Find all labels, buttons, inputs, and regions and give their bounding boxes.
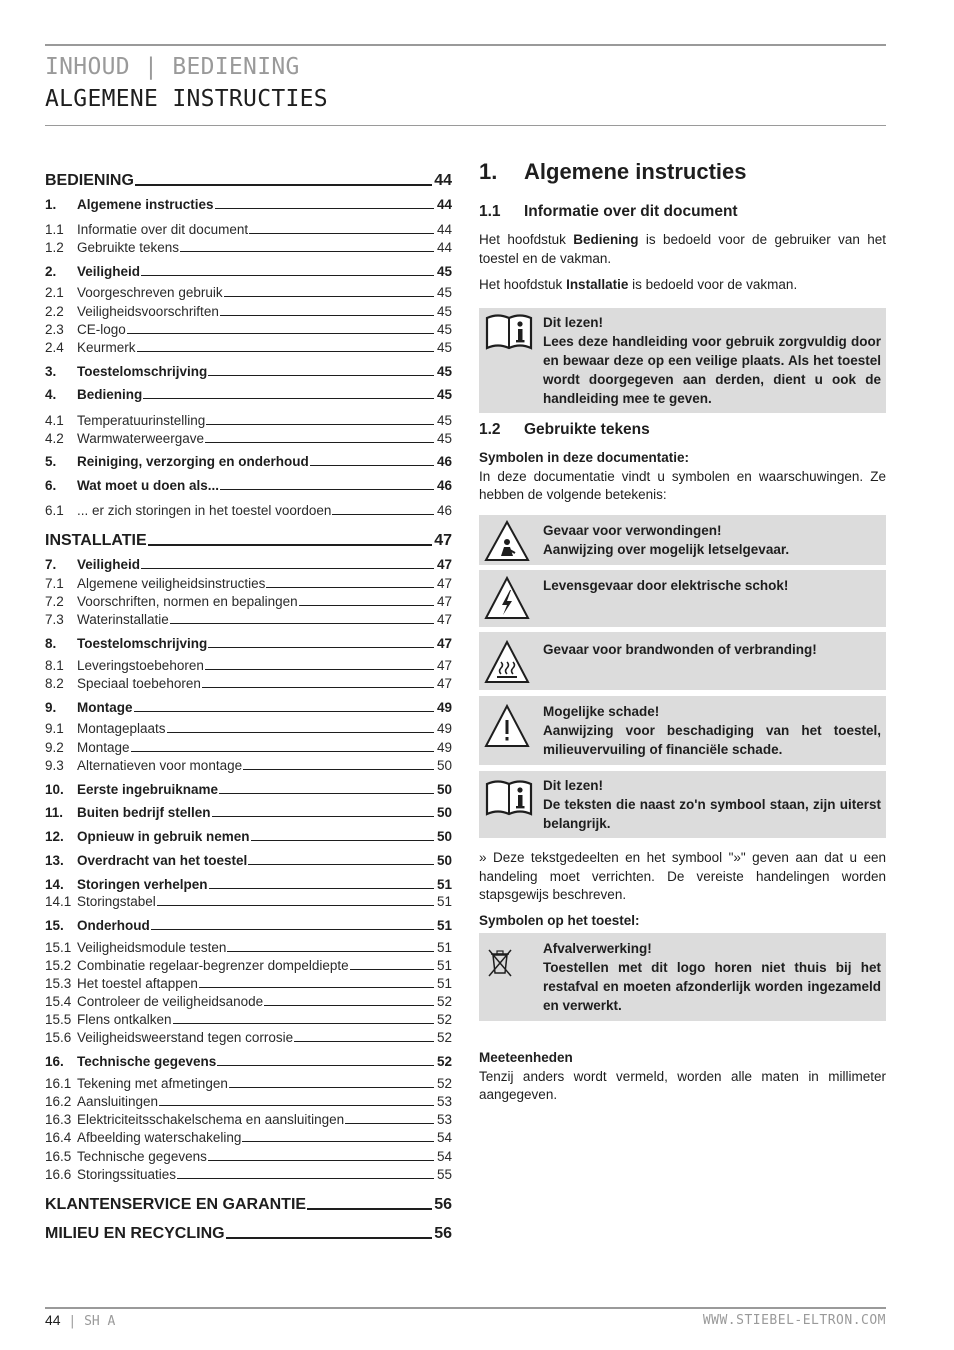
toc-title: Combinatie regelaar-begrenzer dompeldiepte	[77, 958, 349, 973]
toc-page: 45	[436, 387, 452, 402]
toc-number: 14.	[45, 877, 64, 892]
toc-page: 45	[436, 413, 452, 428]
toc-title: Aansluitingen	[77, 1094, 159, 1109]
toc-leader	[248, 863, 434, 865]
toc-number: 12.	[45, 829, 64, 844]
toc-page: 51	[436, 918, 452, 933]
toc-title: Voorschriften, normen en bepalingen	[77, 594, 298, 609]
subsection-heading-2: 1.2 Gebruikte tekens	[479, 421, 650, 438]
toc-leader	[141, 567, 434, 569]
toc-title: INSTALLATIE	[45, 532, 147, 549]
toc-title: Montageplaats	[77, 721, 166, 736]
toc-leader	[226, 1236, 433, 1239]
toc-entry[interactable]	[45, 172, 452, 190]
toc-page: 52	[436, 1054, 452, 1069]
toc-title: Technische gegevens	[77, 1054, 217, 1069]
toc-leader	[199, 986, 434, 988]
toc-entry[interactable]	[45, 322, 452, 337]
toc-entry[interactable]	[45, 805, 452, 820]
toc-title: Controleer de veiligheidsanode	[77, 994, 264, 1009]
shock-warning-box: Levensgevaar door elektrische schok!	[479, 570, 886, 627]
toc-leader	[208, 374, 434, 376]
toc-number: 9.3	[45, 758, 64, 773]
toc-title: Informatie over dit document	[77, 222, 249, 237]
toc-page: 56	[434, 1196, 452, 1213]
toc-leader	[167, 731, 434, 733]
toc-entry[interactable]	[45, 940, 452, 955]
toc-number: 14.1	[45, 894, 72, 909]
toc-entry[interactable]	[45, 532, 452, 550]
header-line-2: ALGEMENE INSTRUCTIES	[45, 86, 328, 112]
toc-leader	[249, 232, 434, 234]
toc-page: 51	[436, 940, 452, 955]
toc-entry[interactable]	[45, 721, 452, 736]
toc-number: 16.2	[45, 1094, 72, 1109]
toc-entry[interactable]	[45, 958, 452, 973]
toc-page: 51	[436, 894, 452, 909]
toc-leader	[307, 1207, 432, 1210]
toc-leader	[310, 464, 434, 466]
toc-leader	[215, 207, 434, 209]
toc-page: 46	[436, 454, 452, 469]
toc-title: Veiligheid	[77, 264, 141, 279]
toc-entry[interactable]	[45, 1012, 452, 1027]
toc-entry[interactable]	[45, 877, 452, 892]
toc-number: 15.1	[45, 940, 72, 955]
toc-entry[interactable]	[45, 740, 452, 755]
toc-leader	[209, 887, 434, 889]
toc-page: 49	[436, 721, 452, 736]
toc-number: 3.	[45, 364, 57, 379]
toc-entry[interactable]	[45, 1167, 452, 1182]
toc-entry[interactable]	[45, 222, 452, 237]
toc-number: 9.1	[45, 721, 64, 736]
note-body: Lees deze handleiding voor gebruik zorgvuldig door en bewaar deze op een veilige plaats. Als het toestel wordt doorgegeven aan derden, dient u ook de handleiding mee te geven.	[543, 334, 881, 406]
toc-number: 1.1	[45, 222, 64, 237]
toc-number: 16.	[45, 1054, 64, 1069]
footer-rule	[45, 1307, 886, 1309]
toc-page: 56	[434, 1225, 452, 1242]
toc-entry[interactable]	[45, 1054, 452, 1069]
note-title: Dit lezen!	[543, 315, 604, 330]
toc-entry[interactable]	[45, 557, 452, 572]
toc-leader	[131, 750, 434, 752]
toc-number: 15.4	[45, 994, 72, 1009]
toc-title: ... er zich storingen in het toestel voordoen	[77, 503, 332, 518]
toc-page: 50	[436, 782, 452, 797]
toc-leader	[264, 1004, 434, 1006]
read-important-box: Dit lezen! De teksten die naast zo'n symbool staan, zijn uiterst belangrijk.	[479, 771, 886, 838]
toc-entry[interactable]	[45, 478, 452, 493]
toc-leader	[170, 622, 434, 624]
toc-entry[interactable]	[45, 197, 452, 212]
toc-number: 2.4	[45, 340, 64, 355]
toc-number: 7.1	[45, 576, 64, 591]
toc-page: 47	[436, 594, 452, 609]
waste-disposal-box: Afvalverwerking! Toestellen met dit logo horen niet thuis bij het restafval en moeten afzonderlijk worden ingezameld en verwerkt.	[479, 933, 886, 1021]
toc-number: 4.1	[45, 413, 64, 428]
toc-number: 10.	[45, 782, 64, 797]
toc-leader	[143, 397, 434, 399]
toc-title: Keurmerk	[77, 340, 136, 355]
toc-entry[interactable]	[45, 853, 452, 868]
exclamation-warning-icon	[484, 704, 530, 754]
toc-title: Storingstabel	[77, 894, 156, 909]
toc-entry[interactable]	[45, 454, 452, 469]
toc-number: 2.2	[45, 304, 64, 319]
toc-title: Montage	[77, 740, 130, 755]
toc-number: 15.3	[45, 976, 72, 991]
toc-title: Algemene instructies	[77, 197, 214, 212]
header-line-1: INHOUD | BEDIENING	[45, 54, 300, 80]
toc-page: 52	[436, 1030, 452, 1045]
toc-entry[interactable]	[45, 1076, 452, 1091]
toc-entry[interactable]	[45, 676, 452, 691]
toc-title: Waterinstallatie	[77, 612, 169, 627]
toc-page: 50	[436, 805, 452, 820]
toc-number: 16.5	[45, 1149, 72, 1164]
toc-title: Storingssituaties	[77, 1167, 177, 1182]
toc-number: 4.	[45, 387, 57, 402]
toc-title: Temperatuurinstelling	[77, 413, 206, 428]
toc-entry[interactable]	[45, 1196, 452, 1214]
toc-leader	[242, 1140, 434, 1142]
toc-entry[interactable]	[45, 364, 452, 379]
toc-page: 54	[436, 1130, 452, 1145]
page-number: 44	[45, 1312, 61, 1328]
toc-page: 51	[436, 976, 452, 991]
toc-page: 45	[436, 431, 452, 446]
toc-title: Veiligheidsvoorschriften	[77, 304, 219, 319]
toc-title: Overdracht van het toestel	[77, 853, 248, 868]
toc-entry[interactable]	[45, 829, 452, 844]
toc-page: 47	[436, 576, 452, 591]
toc-page: 45	[436, 322, 452, 337]
toc-entry[interactable]	[45, 658, 452, 673]
toc-number: 16.1	[45, 1076, 72, 1091]
toc-leader	[177, 1177, 434, 1179]
injury-warning-box: Gevaar voor verwondingen! Aanwijzing over mogelijk letselgevaar.	[479, 515, 886, 565]
toc-title: Toestelomschrijving	[77, 364, 208, 379]
electric-shock-icon	[484, 576, 530, 626]
toc-number: 15.	[45, 918, 64, 933]
toc-number: 15.6	[45, 1030, 72, 1045]
toc-number: 7.	[45, 557, 57, 572]
toc-number: 8.	[45, 636, 57, 651]
toc-entry[interactable]	[45, 1030, 452, 1045]
subsection-heading-1	[479, 203, 738, 222]
toc-title: CE-logo	[77, 322, 126, 337]
toc-page: 52	[436, 1076, 452, 1091]
burn-warning-box: Gevaar voor brandwonden of verbranding!	[479, 632, 886, 690]
toc-leader	[227, 950, 434, 952]
toc-title: Toestelomschrijving	[77, 636, 208, 651]
toc-page: 54	[436, 1149, 452, 1164]
toc-page: 44	[436, 222, 452, 237]
toc-title: Flens ontkalken	[77, 1012, 172, 1027]
toc-leader	[159, 1104, 434, 1106]
toc-leader	[173, 1022, 434, 1024]
toc-entry[interactable]	[45, 894, 452, 909]
toc-entry[interactable]	[45, 240, 452, 255]
toc-leader	[332, 513, 434, 515]
toc-entry[interactable]	[45, 594, 452, 609]
toc-page: 51	[436, 877, 452, 892]
toc-page: 47	[436, 636, 452, 651]
toc-entry[interactable]	[45, 758, 452, 773]
section-heading	[479, 159, 747, 184]
footer-url[interactable]: WWW.STIEBEL-ELTRON.COM	[702, 1313, 886, 1328]
toc-title: Elektriciteitsschakelschema en aansluitingen	[77, 1112, 345, 1127]
toc-leader	[135, 183, 432, 186]
toc-title: Het toestel aftappen	[77, 976, 198, 991]
toc-leader	[350, 968, 434, 970]
toc-page: 45	[436, 285, 452, 300]
toc-leader	[345, 1122, 434, 1124]
toc-leader	[217, 1064, 434, 1066]
toc-title: Wat moet u doen als...	[77, 478, 220, 493]
toc-entry[interactable]	[45, 285, 452, 300]
toc-entry[interactable]	[45, 994, 452, 1009]
hot-surface-icon	[484, 640, 530, 690]
toc-page: 49	[436, 740, 452, 755]
toc-title: Warmwaterweergave	[77, 431, 205, 446]
top-rule	[45, 44, 886, 46]
toc-page: 47	[436, 612, 452, 627]
toc-page: 47	[436, 557, 452, 572]
toc-leader	[219, 792, 434, 794]
toc-title: Afbeelding waterschakeling	[77, 1130, 242, 1145]
toc-leader	[157, 904, 434, 906]
toc-page: 51	[436, 958, 452, 973]
toc-page: 45	[436, 364, 452, 379]
symbols-device-heading: Symbolen op het toestel:	[479, 913, 640, 928]
toc-leader	[212, 815, 434, 817]
toc-title: Buiten bedrijf stellen	[77, 805, 211, 820]
book-info-icon-2	[484, 778, 534, 824]
document-code: SH A	[84, 1314, 116, 1329]
toc-page: 47	[434, 532, 452, 549]
toc-title: Opnieuw in gebruik nemen	[77, 829, 250, 844]
section-title: Algemene instructies	[524, 159, 747, 184]
section-number: 1.	[479, 159, 498, 184]
toc-leader	[220, 488, 434, 490]
toc-page: 50	[436, 853, 452, 868]
crossed-bin-icon	[485, 947, 515, 985]
toc-number: 13.	[45, 853, 64, 868]
toc-page: 55	[436, 1167, 452, 1182]
toc-page: 47	[436, 658, 452, 673]
toc-page: 45	[436, 304, 452, 319]
toc-leader	[224, 295, 434, 297]
toc-title: Reiniging, verzorging en onderhoud	[77, 454, 309, 469]
toc-title: Eerste ingebruikname	[77, 782, 219, 797]
toc-number: 16.6	[45, 1167, 72, 1182]
toc-page: 45	[436, 264, 452, 279]
subsection-number: 1.1	[479, 203, 501, 220]
toc-leader	[151, 928, 434, 930]
toc-entry[interactable]	[45, 612, 452, 627]
toc-title: Veiligheidsmodule testen	[77, 940, 227, 955]
toc-title: Veiligheidsweerstand tegen corrosie	[77, 1030, 294, 1045]
toc-leader	[243, 768, 434, 770]
toc-page: 44	[436, 197, 452, 212]
toc-entry[interactable]	[45, 413, 452, 428]
toc-entry[interactable]	[45, 264, 452, 279]
units-text: Meeteenheden Tenzij anders wordt vermeld, worden alle maten in millimeter aangegeven.	[479, 1050, 886, 1102]
toc-leader	[294, 1040, 434, 1042]
toc-entry[interactable]	[45, 700, 452, 715]
toc-number: 15.5	[45, 1012, 72, 1027]
toc-entry[interactable]	[45, 1225, 452, 1243]
toc-entry[interactable]	[45, 387, 452, 402]
toc-page: 47	[436, 676, 452, 691]
toc-title: Technische gegevens	[77, 1149, 207, 1164]
toc-number: 9.	[45, 700, 57, 715]
toc-page: 52	[436, 1012, 452, 1027]
toc-leader	[127, 332, 434, 334]
toc-page: 44	[436, 240, 452, 255]
toc-number: 16.4	[45, 1130, 72, 1145]
toc-page: 46	[436, 503, 452, 518]
toc-leader	[266, 586, 434, 588]
toc-number: 16.3	[45, 1112, 72, 1127]
toc-number: 1.2	[45, 240, 64, 255]
toc-leader	[134, 710, 435, 712]
toc-number: 7.3	[45, 612, 64, 627]
toc-entry[interactable]	[45, 1149, 452, 1164]
toc-title: BEDIENING	[45, 172, 134, 189]
toc-leader	[148, 543, 433, 546]
toc-page: 44	[434, 172, 452, 189]
damage-warning-box: Mogelijke schade! Aanwijzing voor beschadiging van het toestel, milieuvervuiling of financiële schade.	[479, 696, 886, 765]
toc-entry[interactable]	[45, 1130, 452, 1145]
toc-number: 2.1	[45, 285, 64, 300]
toc-entry[interactable]	[45, 976, 452, 991]
toc-title: Tekening met afmetingen	[77, 1076, 228, 1091]
toc-leader	[141, 274, 434, 276]
book-info-icon	[484, 312, 534, 358]
toc-entry[interactable]	[45, 304, 452, 319]
toc-entry[interactable]	[45, 431, 452, 446]
toc-title: Onderhoud	[77, 918, 150, 933]
paragraph-bediening: Het hoofdstuk Bediening is bedoeld voor de gebruiker van het toestel en de vakman.	[479, 232, 886, 266]
footer-separator: |	[68, 1314, 77, 1329]
toc-page: 46	[436, 478, 452, 493]
toc-number: 15.2	[45, 958, 72, 973]
toc-number: 2.	[45, 264, 57, 279]
header-rule	[45, 125, 886, 126]
toc-page: 45	[436, 340, 452, 355]
toc-leader	[299, 604, 434, 606]
toc-number: 1.	[45, 197, 57, 212]
injury-warning-icon	[484, 520, 530, 568]
toc-leader	[206, 423, 434, 425]
toc-title: Gebruikte tekens	[77, 240, 180, 255]
toc-title: Bediening	[77, 387, 143, 402]
toc-page: 52	[436, 994, 452, 1009]
toc-title: KLANTENSERVICE EN GARANTIE	[45, 1196, 307, 1213]
toc-title: Speciaal toebehoren	[77, 676, 201, 691]
toc-page: 49	[436, 700, 452, 715]
toc-leader	[208, 1159, 434, 1161]
toc-leader	[251, 839, 434, 841]
toc-number: 8.2	[45, 676, 64, 691]
toc-entry[interactable]	[45, 636, 452, 651]
toc-entry[interactable]	[45, 576, 452, 591]
symbols-doc-text: Symbolen in deze documentatie: In deze documentatie vindt u symbolen en waarschuwingen. Ze hebben de volgende betekenis:	[479, 450, 886, 502]
toc-number: 6.1	[45, 503, 64, 518]
toc-number: 7.2	[45, 594, 64, 609]
toc-number: 11.	[45, 805, 64, 820]
toc-title: Montage	[77, 700, 133, 715]
toc-entry[interactable]	[45, 1112, 452, 1127]
toc-page: 53	[436, 1112, 452, 1127]
toc-leader	[202, 686, 434, 688]
toc-leader	[137, 350, 434, 352]
toc-entry[interactable]	[45, 782, 452, 797]
subsection-title: Informatie over dit document	[524, 203, 738, 220]
toc-leader	[180, 250, 434, 252]
toc-number: 8.1	[45, 658, 64, 673]
toc-title: Voorgeschreven gebruik	[77, 285, 223, 300]
toc-page: 53	[436, 1094, 452, 1109]
toc-title: Leveringstoebehoren	[77, 658, 204, 673]
toc-number: 2.3	[45, 322, 64, 337]
toc-title: Algemene veiligheidsinstructies	[77, 576, 266, 591]
toc-entry[interactable]	[45, 1094, 452, 1109]
toc-entry[interactable]	[45, 340, 452, 355]
toc-leader	[208, 646, 434, 648]
toc-title: Alternatieven voor montage	[77, 758, 243, 773]
toc-page: 50	[436, 829, 452, 844]
toc-number: 9.2	[45, 740, 64, 755]
toc-leader	[220, 314, 434, 316]
toc-title: Storingen verhelpen	[77, 877, 208, 892]
action-instruction-text: » Deze tekstgedeelten en het symbool "»" geven aan dat u een handeling moet verrichten. De vereiste handelingen worden stapsgewijs beschreven.	[479, 850, 886, 902]
toc-leader	[205, 668, 434, 670]
page-footer	[45, 1312, 886, 1329]
toc-number: 4.2	[45, 431, 64, 446]
paragraph-installatie: Het hoofdstuk Installatie is bedoeld voor de vakman.	[479, 277, 798, 292]
page-header	[45, 54, 328, 112]
toc-title: MILIEU EN RECYCLING	[45, 1225, 225, 1242]
toc-leader	[205, 441, 434, 443]
toc-entry[interactable]	[45, 503, 452, 518]
toc-entry[interactable]	[45, 918, 452, 933]
toc-number: 5.	[45, 454, 57, 469]
toc-number: 6.	[45, 478, 57, 493]
note-read-box	[479, 308, 886, 413]
toc-leader	[229, 1086, 434, 1088]
toc-title: Veiligheid	[77, 557, 141, 572]
toc-page: 50	[436, 758, 452, 773]
